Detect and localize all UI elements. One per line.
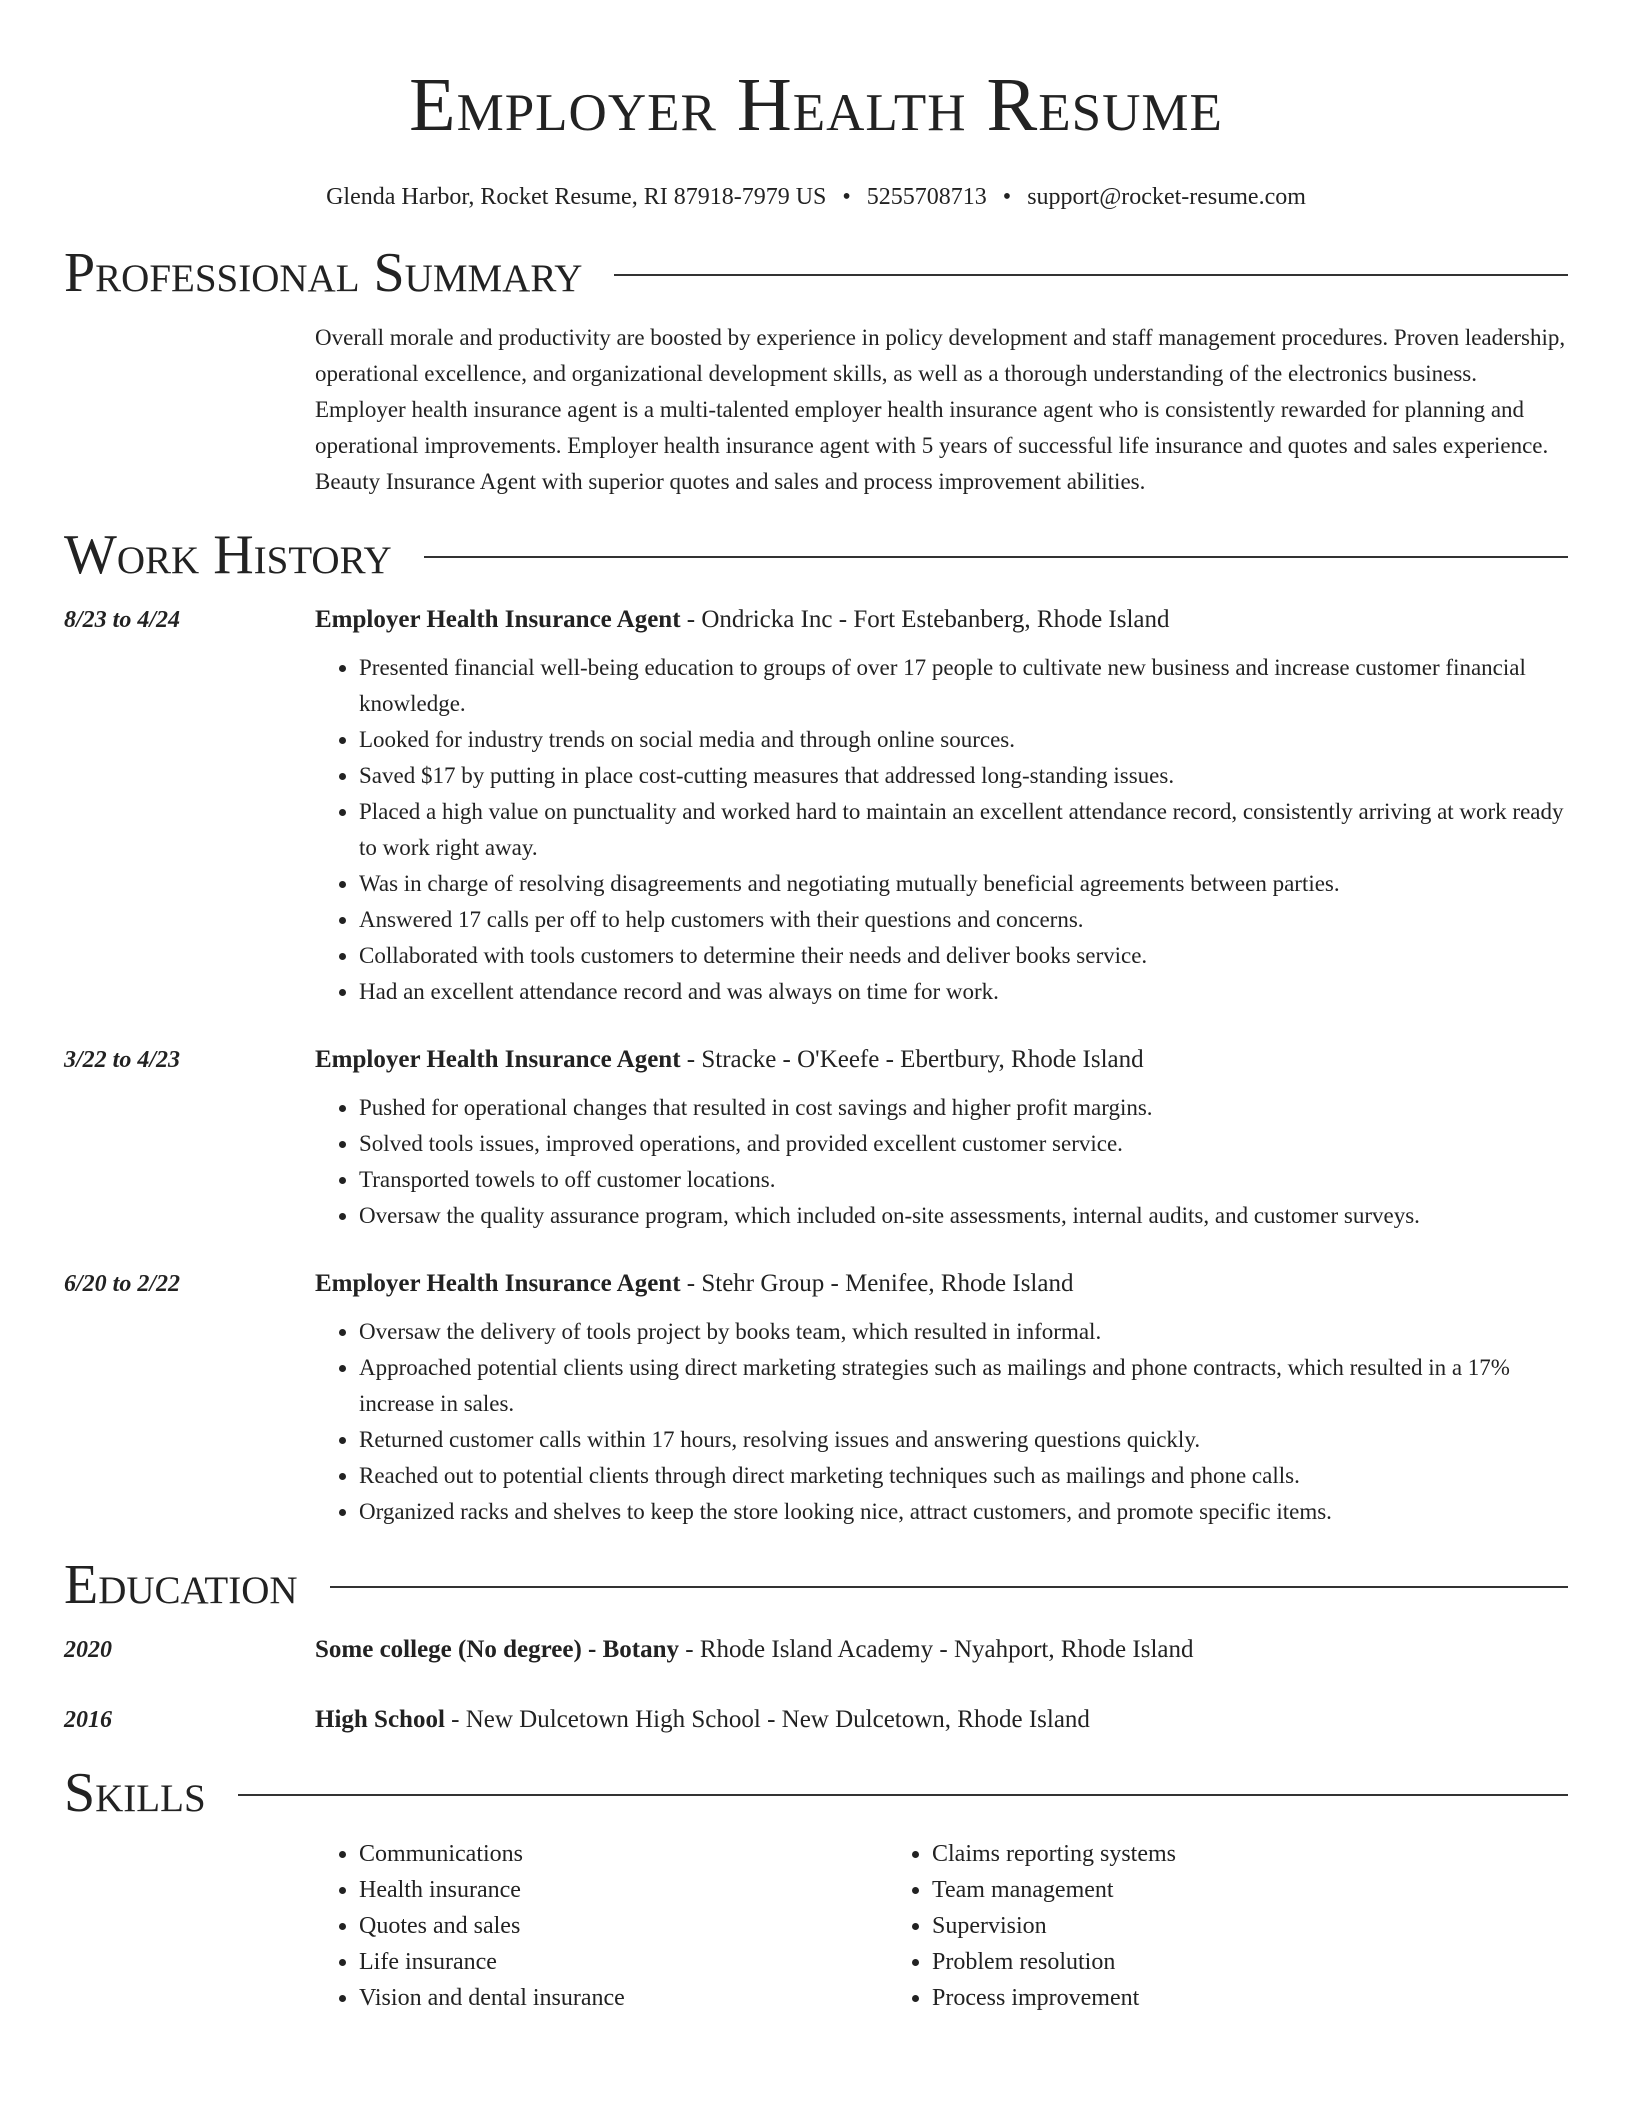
education-heading — [315, 1632, 1568, 1668]
job-bullet: • Transported towels to off customer locations. — [359, 1162, 1568, 1198]
summary-text: Overall morale and productivity are boosted by experience in policy development and staff management procedures. Proven leadership, operational excellence, and organizational development skills, as well as a thorough understanding of the electronics business. Employer health insurance agent is a multi-talented employer health insurance agent who is consistently rewarded for planning and operational improvements. Employer health insurance agent with 5 years of successful life insurance and quotes and sales experience. Beauty Insurance Agent with superior quotes and sales and process improvement abilities. — [315, 325, 1566, 494]
job-title: Employer Health Insurance Agent — [315, 1046, 681, 1073]
job-dates: 3/22 to 4/23 — [64, 1047, 181, 1073]
section-summary-label: Professional Summary — [64, 242, 583, 304]
skills-list-right — [888, 1836, 1461, 2016]
job-bullet: • Answered 17 calls per off to help customers with their questions and concerns. — [359, 902, 1568, 938]
education-heading — [315, 1702, 1568, 1738]
skill-item: • Process improvement — [932, 1980, 1461, 2016]
job-bullets — [315, 650, 1568, 1010]
job-content — [315, 1042, 1568, 1234]
job-dates: 8/23 to 4/24 — [64, 607, 181, 633]
job-heading — [315, 1042, 1568, 1078]
contact-separator: • — [1002, 184, 1012, 210]
skill-item: • Vision and dental insurance — [359, 1980, 888, 2016]
job-bullet: • Organized racks and shelves to keep the store looking nice, attract customers, and promote specific items. — [359, 1494, 1568, 1530]
job-bullet: • Placed a high value on punctuality and worked hard to maintain an excellent attendance record, consistently arriving at work ready to work right away. — [359, 794, 1568, 866]
section-divider — [330, 1586, 1568, 1588]
skill-item: • Supervision — [932, 1908, 1461, 1944]
skills-columns — [315, 1836, 1568, 2016]
skill-item: • Communications — [359, 1836, 888, 1872]
job-bullet: • Approached potential clients using direct marketing strategies such as mailings and phone contracts, which resulted in a 17% increase in sales. — [359, 1350, 1568, 1422]
job-entry — [64, 1042, 1568, 1234]
skill-item: • Health insurance — [359, 1872, 888, 1908]
skill-item: • Team management — [932, 1872, 1461, 1908]
section-skills-label: Skills — [64, 1762, 206, 1824]
skill-item: • Problem resolution — [932, 1944, 1461, 1980]
job-title: Employer Health Insurance Agent — [315, 1270, 681, 1297]
education-degree: High School — [315, 1706, 445, 1733]
job-bullet: • Oversaw the quality assurance program, which included on-site assessments, internal audits, and customer surveys. — [359, 1198, 1568, 1234]
section-education-label: Education — [64, 1554, 298, 1616]
job-bullet: • Oversaw the delivery of tools project by books team, which resulted in informal. — [359, 1314, 1568, 1350]
contact-line — [64, 182, 1568, 212]
job-entry — [64, 602, 1568, 1010]
skills-list-left — [315, 1836, 888, 2016]
job-dates: 6/20 to 2/22 — [64, 1271, 181, 1297]
section-divider — [424, 556, 1568, 558]
education-year: 2016 — [64, 1707, 112, 1733]
job-bullet: • Reached out to potential clients through direct marketing techniques such as mailings and phone calls. — [359, 1458, 1568, 1494]
section-skills-heading — [64, 1760, 1568, 1826]
job-heading — [315, 602, 1568, 638]
job-bullets — [315, 1314, 1568, 1530]
section-divider — [238, 1794, 1568, 1796]
job-bullet: • Had an excellent attendance record and was always on time for work. — [359, 974, 1568, 1010]
skill-item: • Claims reporting systems — [932, 1836, 1461, 1872]
job-details: - Stehr Group - Menifee, Rhode Island — [680, 1270, 1074, 1297]
job-bullet: • Was in charge of resolving disagreements and negotiating mutually beneficial agreements between parties. — [359, 866, 1568, 902]
skill-item: • Life insurance — [359, 1944, 888, 1980]
contact-separator: • — [842, 184, 851, 210]
job-entry — [64, 1266, 1568, 1530]
education-year: 2020 — [64, 1637, 112, 1663]
job-bullet: • Looked for industry trends on social media and through online sources. — [359, 722, 1568, 758]
job-details: - Ondricka Inc - Fort Estebanberg, Rhode Island — [680, 606, 1170, 633]
job-bullets — [315, 1090, 1568, 1234]
education-entry — [64, 1702, 1568, 1738]
contact-phone: 5255708713 — [866, 184, 987, 210]
education-details: - New Dulcetown High School - New Dulcetown, Rhode Island — [444, 1706, 1090, 1733]
education-degree: Some college (No degree) - Botany — [315, 1636, 680, 1663]
skill-item: • Quotes and sales — [359, 1908, 888, 1944]
job-bullet: • Solved tools issues, improved operations, and provided excellent customer service. — [359, 1126, 1568, 1162]
section-work-label: Work History — [64, 524, 392, 586]
contact-email: support@rocket-resume.com — [1027, 184, 1306, 210]
job-bullet: • Pushed for operational changes that resulted in cost savings and higher profit margins. — [359, 1090, 1568, 1126]
job-content — [315, 602, 1568, 1010]
resume-title: Employer Health Resume — [409, 63, 1223, 147]
job-title: Employer Health Insurance Agent — [315, 606, 681, 633]
education-content — [315, 1632, 1568, 1668]
section-work-heading — [64, 522, 1568, 588]
section-divider — [614, 274, 1568, 276]
job-bullet: • Presented financial well-being education to groups of over 17 people to cultivate new business and increase customer financial knowledge. — [359, 650, 1568, 722]
job-content — [315, 1266, 1568, 1530]
contact-address: Glenda Harbor, Rocket Resume, RI 87918-7979 US — [326, 184, 827, 210]
job-bullet: • Saved $17 by putting in place cost-cutting measures that addressed long-standing issues. — [359, 758, 1568, 794]
job-details: - Stracke - O'Keefe - Ebertbury, Rhode Island — [680, 1046, 1144, 1073]
education-entry — [64, 1632, 1568, 1668]
section-summary-heading — [64, 240, 1568, 306]
job-bullet: • Collaborated with tools customers to determine their needs and deliver books service. — [359, 938, 1568, 974]
job-heading — [315, 1266, 1568, 1302]
education-content — [315, 1702, 1568, 1738]
education-details: - Rhode Island Academy - Nyahport, Rhode Island — [679, 1636, 1194, 1663]
section-education-heading — [64, 1552, 1568, 1618]
job-bullet: • Returned customer calls within 17 hours, resolving issues and answering questions quickly. — [359, 1422, 1568, 1458]
